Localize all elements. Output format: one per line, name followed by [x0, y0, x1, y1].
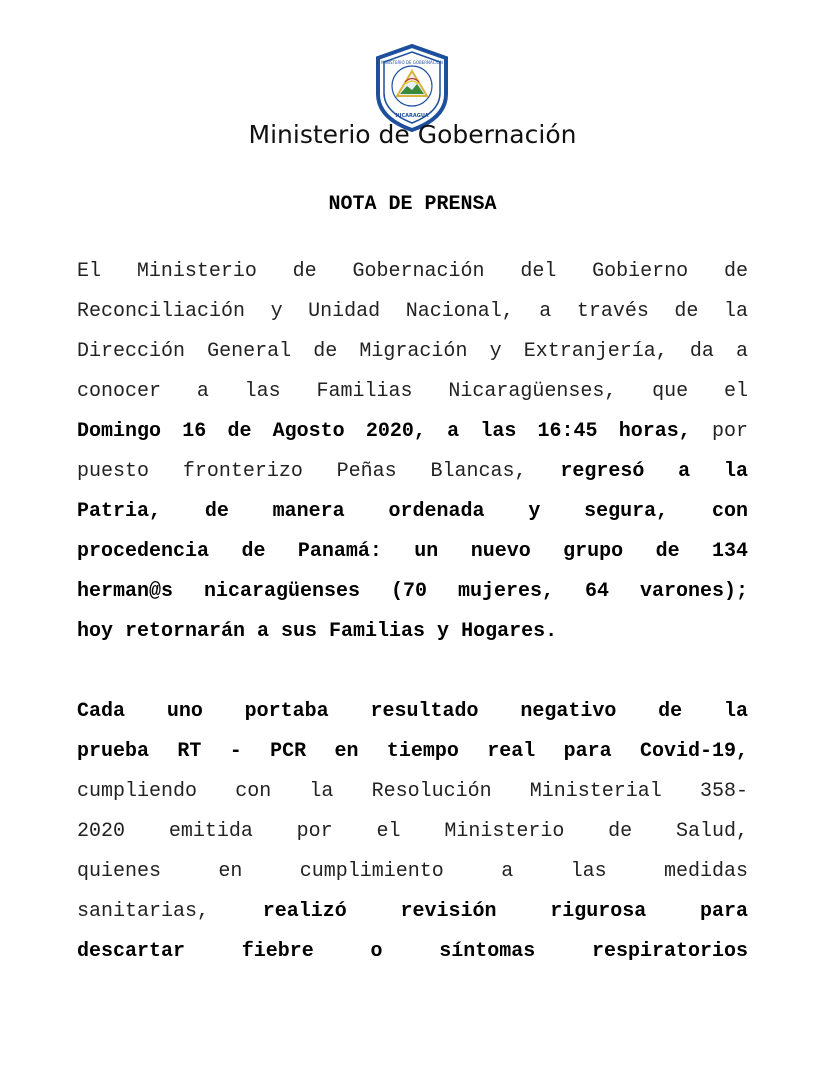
press-release-title: NOTA DE PRENSA [328, 193, 497, 216]
paragraph-line: sanitarias, realizó revisión rigurosa para [77, 900, 748, 923]
emblem-top-text: MINISTERIO DE GOBERNACIÓN [381, 60, 443, 65]
paragraph-line: herman@s nicaragüenses (70 mujeres, 64 varones); [77, 580, 748, 603]
paragraph-line: Patria, de manera ordenada y segura, con [77, 500, 748, 523]
paragraph-2 [77, 692, 748, 972]
paragraph-line: Dirección General de Migración y Extranjería, da a [77, 340, 748, 363]
paragraph-line: hoy retornarán a sus Familias y Hogares. [77, 620, 558, 643]
paragraph-line: Cada uno portaba resultado negativo de la [77, 700, 748, 723]
paragraph-line: procedencia de Panamá: un nuevo grupo de 134 [77, 540, 748, 563]
paragraph-line: descartar fiebre o síntomas respiratorios [77, 940, 748, 963]
paragraph-line: quienes en cumplimiento a las medidas [77, 860, 748, 883]
organization-name: Ministerio de Gobernación [248, 120, 577, 149]
paragraph-line: prueba RT - PCR en tiempo real para Covid-19, [77, 740, 748, 763]
paragraph-line: El Ministerio de Gobernación del Gobierno de [77, 260, 748, 283]
emblem-bottom-text: NICARAGUA [395, 113, 429, 119]
paragraph-line: Reconciliación y Unidad Nacional, a través de la [77, 300, 748, 323]
paragraph-line: 2020 emitida por el Ministerio de Salud, [77, 820, 748, 843]
paragraph-1 [77, 252, 748, 652]
paragraph-line: Domingo 16 de Agosto 2020, a las 16:45 horas, por [77, 420, 748, 443]
paragraph-line: puesto fronterizo Peñas Blancas, regresó a la [77, 460, 748, 483]
paragraph-line: cumpliendo con la Resolución Ministerial 358- [77, 780, 748, 803]
paragraph-line: conocer a las Familias Nicaragüenses, que el [77, 380, 748, 403]
